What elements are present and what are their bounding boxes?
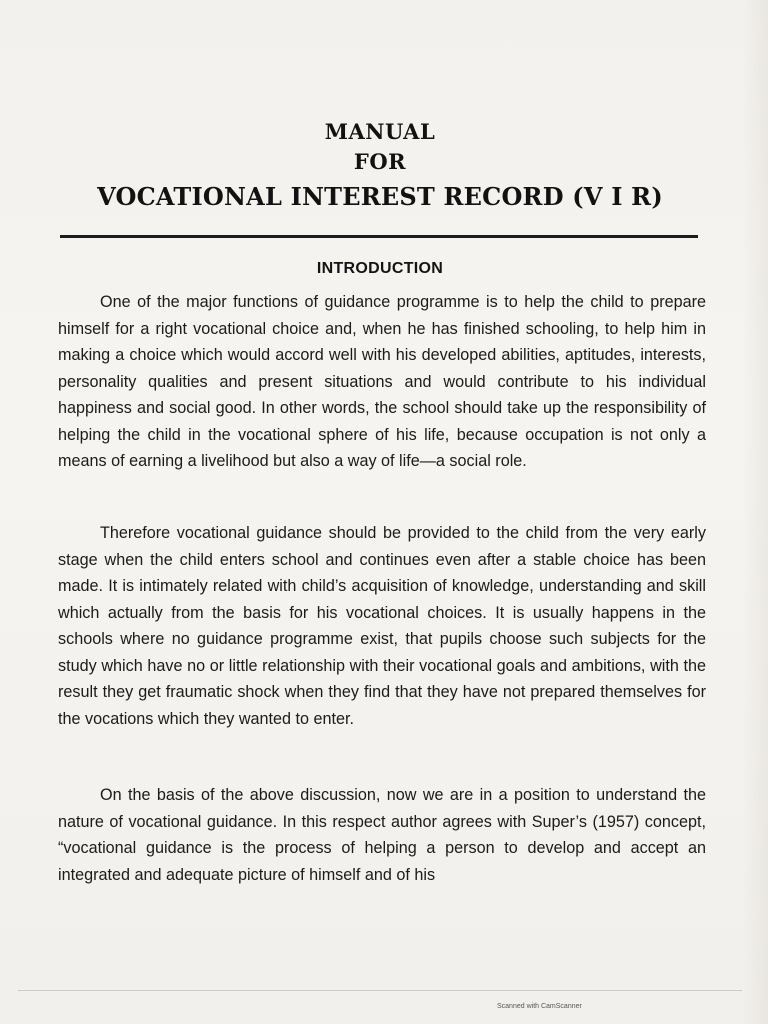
paragraph-1: One of the major functions of guidance programme is to help the child to prepare himself for a right vocational choice and, when he has finished schooling, to help him in making a choice which would accord well with his developed abilities, aptitudes, interests, personality qualities and present situations and would contribute to his individual happiness and social good. In other words, the school should take up the responsibility of helping the child in the vocational sphere of his life, because occupation is not only a means of earning a livelihood but also a way of life—a social role. <box>58 293 706 470</box>
paragraph-2: Therefore vocational guidance should be provided to the child from the very early stage when the child enters school and continues even after a stable choice has been made. It is intimately related with child’s acquisition of knowledge, understanding and skill which actually from the basis for his vocational choices. It is usually happens in the schools where no guidance programme exist, that pupils choose such subjects for the study which have no or little relationship with their vocational goals and ambitions, with the result they get fraumatic shock when they find that they have not prepared themselves for the vocations which they wanted to enter. <box>58 524 706 728</box>
title-line-manual: MANUAL <box>324 119 436 144</box>
section-heading-introduction: INTRODUCTION <box>316 260 444 277</box>
paragraph-3: On the basis of the above discussion, now we are in a position to understand the nature of vocational guidance. In this respect author agrees with Super’s (1957) concept, “vocational guidance is the process of helping a person to develop and accept an integrated and adequate picture of himself and of his <box>58 786 706 884</box>
page-bottom-edge <box>18 990 742 991</box>
title-line-for: FOR <box>353 149 407 174</box>
page-edge-shadow <box>742 0 768 1024</box>
scanner-watermark: Scanned with CamScanner <box>497 1003 582 1010</box>
title-line-main: VOCATIONAL INTEREST RECORD (V I R) <box>97 182 663 211</box>
title-divider <box>60 235 698 238</box>
document-title <box>60 118 700 216</box>
